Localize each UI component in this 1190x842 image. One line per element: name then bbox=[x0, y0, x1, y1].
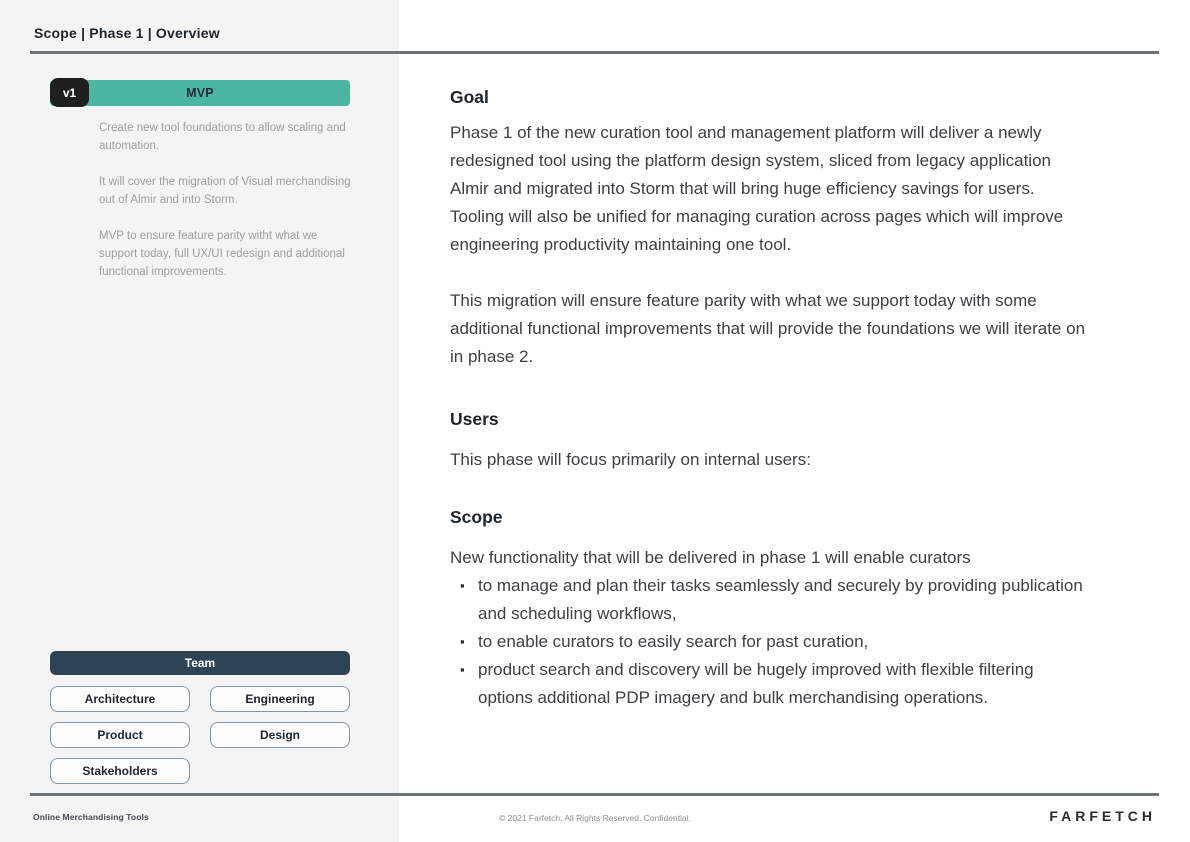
scope-bullet: ▪ to manage and plan their tasks seamlessly and securely by providing publication and scheduling workflows, bbox=[450, 572, 1090, 628]
goal-paragraph-2: This migration will ensure feature parity with what we support today with some additional functional improvements that will provide the foundations we will iterate on in phase 2. bbox=[450, 291, 1086, 366]
users-heading: Users bbox=[450, 409, 499, 429]
breadcrumb: Scope | Phase 1 | Overview bbox=[34, 25, 220, 41]
main-content bbox=[450, 86, 1090, 712]
design-button[interactable]: Design bbox=[210, 722, 350, 748]
version-bar-mvp[interactable] bbox=[50, 80, 350, 106]
sidebar-note: MVP to ensure feature parity witht what we support today, full UX/UI redesign and additional functional improvements. bbox=[99, 230, 345, 278]
scope-bullet: ▪ to enable curators to easily search for past curation, bbox=[450, 628, 1090, 656]
scope-heading: Scope bbox=[450, 507, 503, 527]
team-button[interactable]: Team bbox=[50, 651, 350, 675]
footer-copyright: © 2021 Farfetch. All Rights Reserved. Confidential. bbox=[499, 813, 691, 823]
header-divider bbox=[30, 51, 1159, 54]
sidebar-notes bbox=[99, 119, 353, 299]
version-badge-label: v1 bbox=[62, 85, 77, 100]
team-grid bbox=[50, 686, 350, 784]
engineering-button[interactable]: Engineering bbox=[210, 686, 350, 712]
footer-app-name: Online Merchandising Tools bbox=[33, 812, 149, 822]
version-bar-label: MVP bbox=[186, 86, 214, 100]
goal-paragraph-1: Phase 1 of the new curation tool and management platform will deliver a newly redesigned tool using the platform design system, sliced from legacy application Almir and migrated into Storm that will bring huge efficiency savings for users. Tooling will also be unified for managing curation across pages which will improve engineering productivity maintaining one tool. bbox=[450, 123, 1064, 254]
farfetch-logo: FARFETCH bbox=[1049, 808, 1156, 824]
architecture-button[interactable]: Architecture bbox=[50, 686, 190, 712]
scope-intro: New functionality that will be delivered in phase 1 will enable curators bbox=[450, 548, 971, 567]
sidebar-note: Create new tool foundations to allow scaling and automation. bbox=[99, 122, 346, 152]
sidebar-note: It will cover the migration of Visual merchandising out of Almir and into Storm. bbox=[99, 176, 351, 206]
scope-bullet: ▪ product search and discovery will be hugely improved with flexible filtering options additional PDP imagery and bulk merchandising operations. bbox=[450, 656, 1090, 712]
users-paragraph: This phase will focus primarily on internal users: bbox=[450, 450, 811, 469]
scope-bullet-list bbox=[450, 572, 1090, 712]
footer-divider bbox=[30, 793, 1159, 796]
stakeholders-button[interactable]: Stakeholders bbox=[50, 758, 190, 784]
product-button[interactable]: Product bbox=[50, 722, 190, 748]
version-badge[interactable] bbox=[50, 78, 89, 107]
team-section bbox=[50, 651, 350, 784]
goal-heading: Goal bbox=[450, 87, 489, 107]
